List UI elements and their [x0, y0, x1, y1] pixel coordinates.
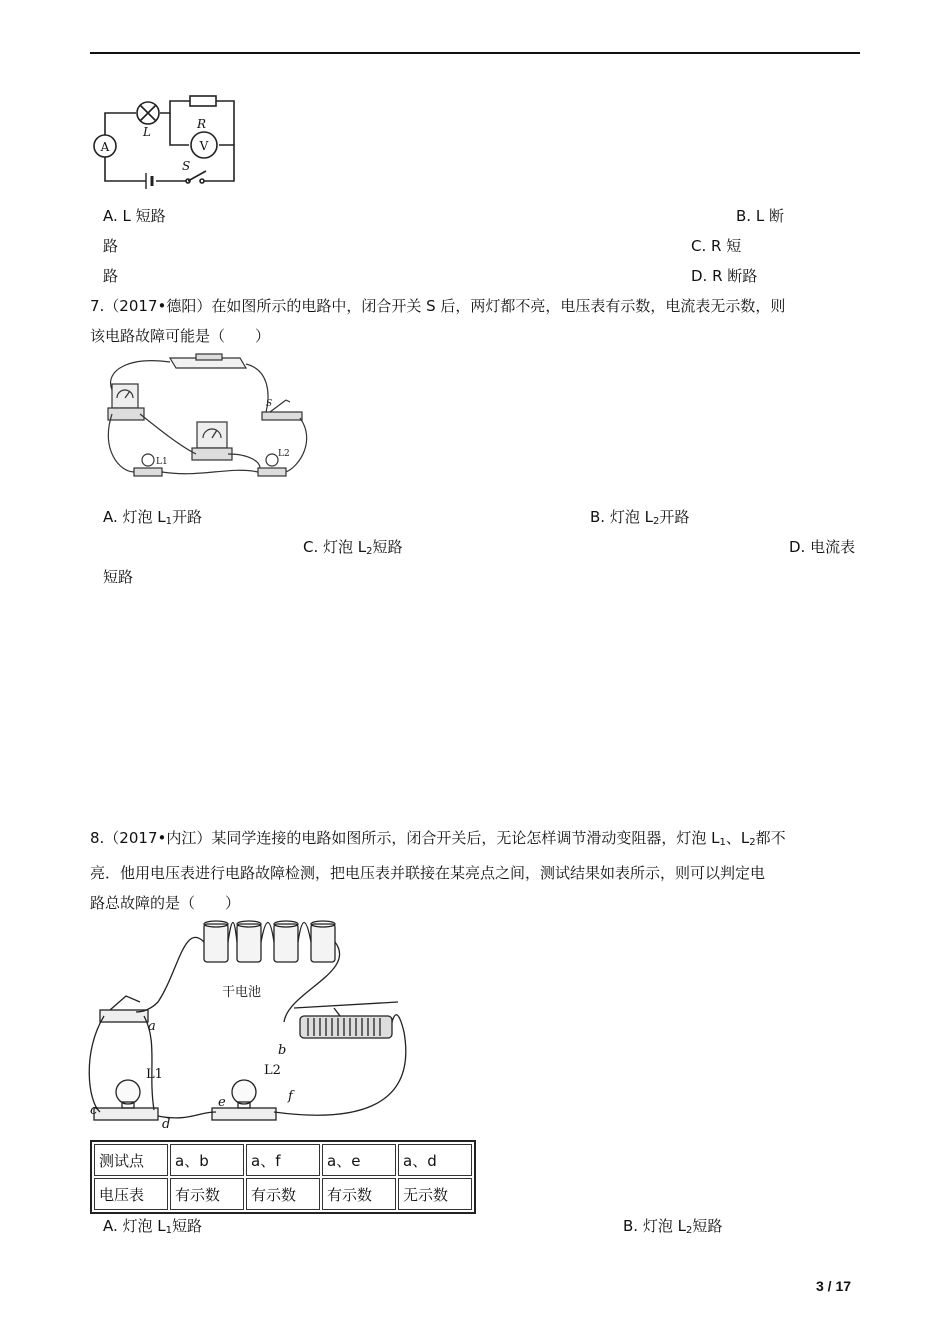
lamp-label: L [143, 125, 151, 139]
table-cell: 电压表 [94, 1178, 168, 1210]
q8-stem-line1: 8.（2017•内江）某同学连接的电路如图所示，闭合开关后，无论怎样调节滑动变阻器，灯泡 $L_1$、$L_2$都不 [90, 829, 786, 848]
table-cell: a、d [398, 1144, 472, 1176]
q8-point-e: e [218, 1095, 226, 1110]
ammeter-label: A [100, 140, 110, 154]
q8-lamp2-label: L2 [264, 1063, 281, 1078]
q7-option-d: D. 电流表 [789, 538, 856, 556]
q8-stem [90, 823, 860, 918]
q8-point-d: d [162, 1117, 171, 1132]
table-cell: 有示数 [246, 1178, 320, 1210]
q8-circuit-figure [88, 912, 418, 1134]
q7-option-b: B. 灯泡 $L_2$开路 [590, 508, 690, 527]
q6-option-c-wrap: 路 [103, 267, 119, 285]
q6-option-a: A. L 短路 [103, 207, 166, 225]
q8-point-b: b [278, 1043, 287, 1058]
q7-lamp1-label: L1 [156, 457, 168, 467]
q8-option-b: B. 灯泡 $L_2$短路 [623, 1217, 723, 1236]
q7-circuit-figure [100, 350, 320, 490]
table-cell: 无示数 [398, 1178, 472, 1210]
table-cell: a、f [246, 1144, 320, 1176]
q7-stem-line2: 该电路故障可能是（ ） [90, 327, 271, 345]
voltmeter-label: V [199, 139, 209, 153]
q6-option-d: D. R 断路 [691, 267, 758, 285]
table-cell: a、e [322, 1144, 396, 1176]
q7-stem [90, 291, 860, 351]
q8-result-table [90, 1140, 476, 1214]
resistor-label: R [197, 117, 207, 131]
table-cell: a、b [170, 1144, 244, 1176]
table-row [94, 1178, 472, 1210]
table-cell: 有示数 [322, 1178, 396, 1210]
table-row [94, 1144, 472, 1176]
q8-stem-line2: 亮．他用电压表进行电路故障检测，把电压表并联接在某亮点之间，测试结果如表所示，则可以判定电 [90, 864, 766, 882]
q8-lamp1-label: L1 [146, 1067, 163, 1082]
header-rule [90, 52, 860, 54]
q7-option-a: A. 灯泡 $L_1$开路 [103, 508, 203, 527]
q7-switch-label: S [266, 399, 273, 409]
q6-option-c: C. R 短 [691, 237, 742, 255]
switch-label: S [182, 159, 191, 173]
q7-stem-line1: 7.（2017•德阳）在如图所示的电路中，闭合开关 S 后，两灯都不亮，电压表有示数，电流表无示数，则 [90, 297, 786, 315]
q6-circuit-figure [88, 95, 248, 195]
q8-point-f: f [288, 1089, 293, 1104]
table-cell: 测试点 [94, 1144, 168, 1176]
q7-option-d-wrap: 短路 [103, 568, 134, 586]
q6-option-b-wrap: 路 [103, 237, 119, 255]
page-number: 3 / 17 [816, 1278, 852, 1294]
q7-lamp2-label: L2 [278, 449, 290, 459]
q8-battery-label: 干电池 [222, 985, 262, 1000]
q8-point-c: c [90, 1103, 98, 1118]
q7-option-c: C. 灯泡 $L_2$短路 [303, 538, 403, 557]
table-cell: 有示数 [170, 1178, 244, 1210]
q8-point-a: a [148, 1019, 156, 1034]
q8-option-a: A. 灯泡 $L_1$短路 [103, 1217, 203, 1236]
q8-stem-line3: 路总故障的是（ ） [90, 894, 241, 912]
q6-option-b: B. L 断 [736, 207, 784, 225]
